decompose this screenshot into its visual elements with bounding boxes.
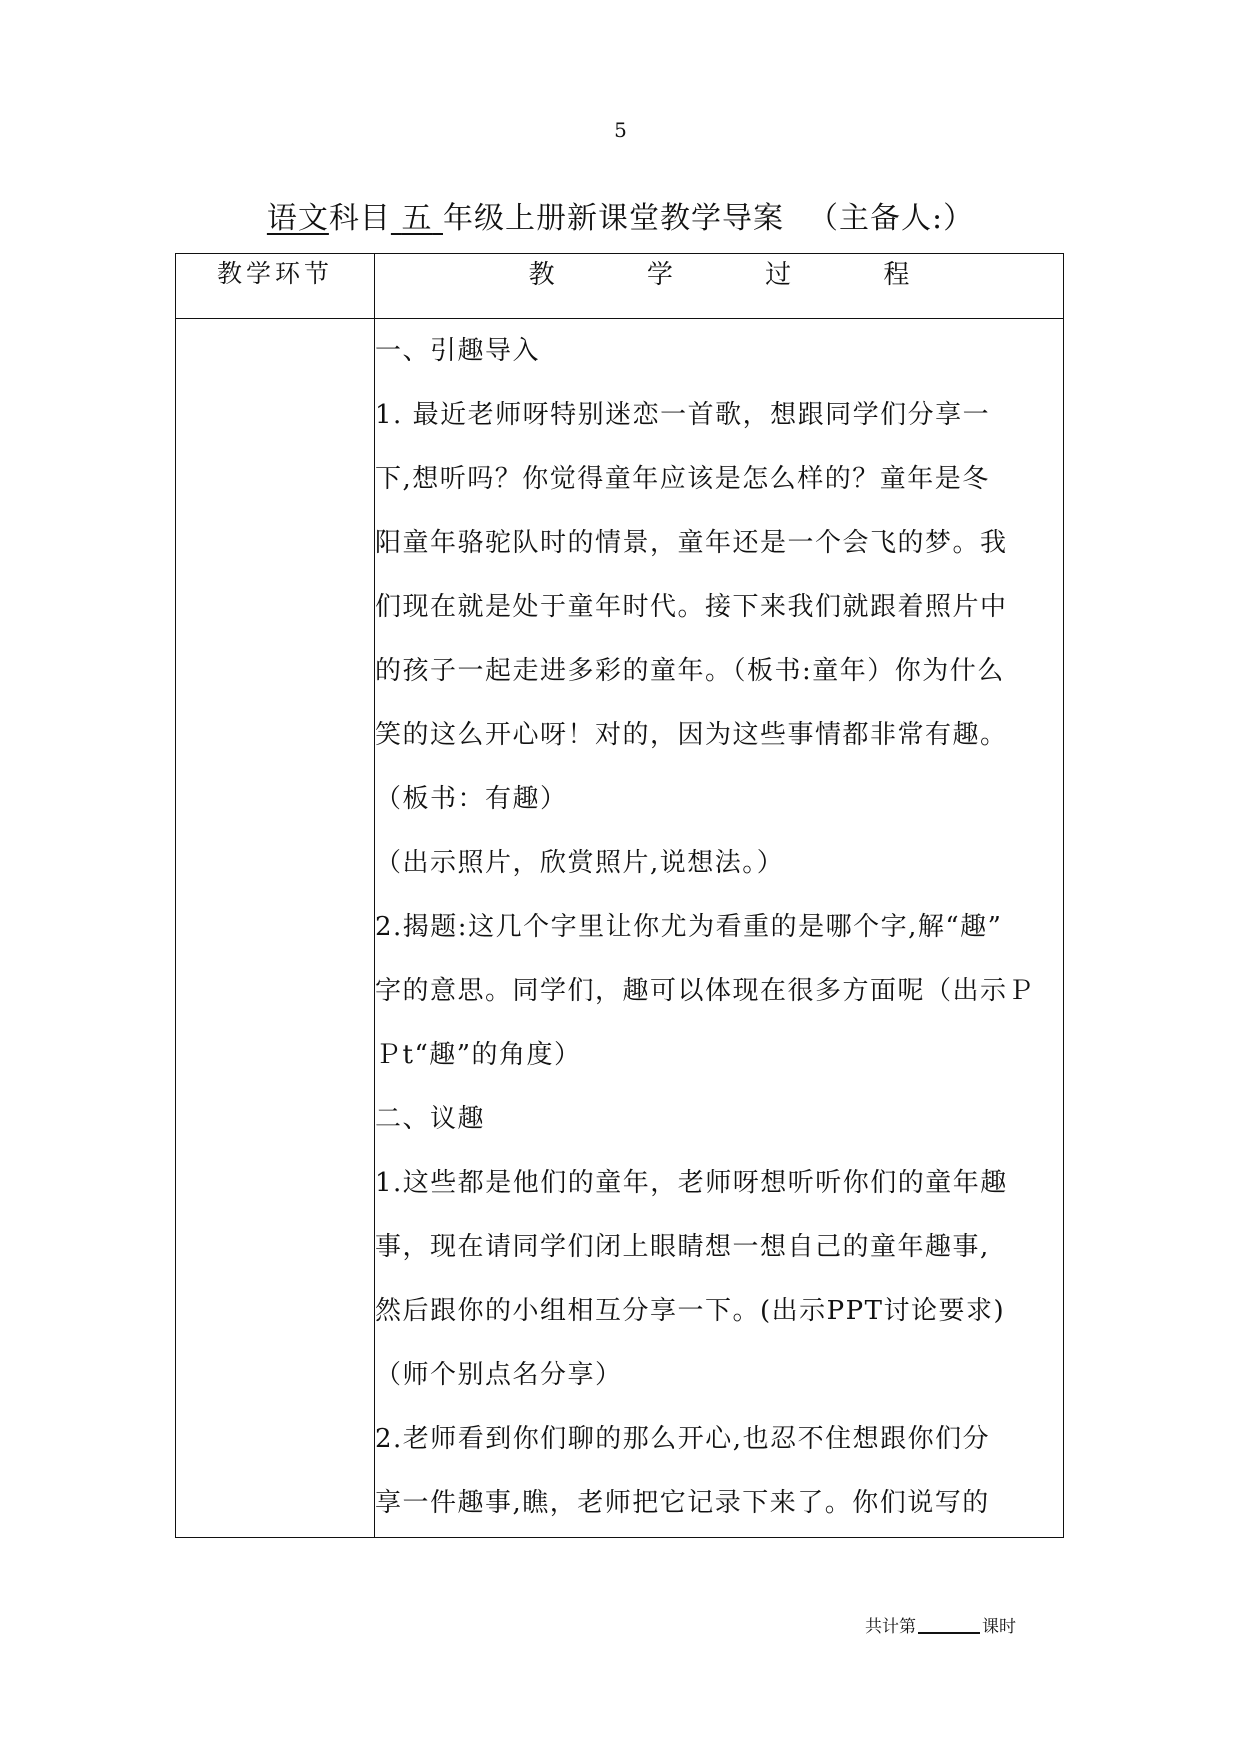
process-line: 事，现在请同学们闭上眼睛想一想自己的童年趣事, bbox=[375, 1232, 990, 1262]
process-cell bbox=[375, 319, 1064, 1538]
title-preparer: （主备人:） bbox=[807, 201, 975, 236]
process-line: 一、引趣导入 bbox=[375, 336, 541, 366]
process-line: 们现在就是处于童年时代。接下来我们就跟着照片中 bbox=[375, 592, 1008, 622]
process-line: 享一件趣事,瞧，老师把它记录下来了。你们说写的 bbox=[375, 1488, 990, 1518]
lesson-count-blank bbox=[918, 1632, 980, 1634]
document-title bbox=[0, 193, 1241, 237]
process-line: 笑的这么开心呀！对的，因为这些事情都非常有趣。 bbox=[375, 720, 1008, 750]
header-teaching-stage: 教学环节 bbox=[176, 254, 375, 319]
process-line: Ｐt“趣”的角度） bbox=[375, 1040, 582, 1070]
header-teaching-process: 教 学 过 程 bbox=[375, 254, 1064, 319]
title-subject: 语文 bbox=[266, 201, 329, 236]
table-header-row bbox=[176, 254, 1064, 319]
process-line: 二、议趣 bbox=[375, 1104, 486, 1134]
process-line: （师个别点名分享） bbox=[375, 1360, 623, 1390]
process-line: 字的意思。同学们，趣可以体现在很多方面呢（出示Ｐ bbox=[375, 976, 1036, 1006]
process-line: 下,想听吗？你觉得童年应该是怎么样的？童年是冬 bbox=[375, 464, 990, 494]
title-subject-suffix: 科目 bbox=[328, 201, 391, 236]
process-line: （出示照片，欣赏照片,说想法。） bbox=[375, 848, 785, 878]
table-body-row bbox=[176, 319, 1064, 1538]
process-line: 2.老师看到你们聊的那么开心,也忍不住想跟你们分 bbox=[375, 1424, 991, 1454]
process-line: 1.这些都是他们的童年，老师呀想听听你们的童年趣 bbox=[375, 1168, 1008, 1198]
page-number: 5 bbox=[614, 118, 627, 142]
lesson-table bbox=[175, 253, 1064, 1538]
lesson-count-footer: 共计第 课时 bbox=[865, 1617, 1016, 1637]
process-line: 的孩子一起走进多彩的童年。（板书:童年）你为什么 bbox=[375, 656, 1005, 686]
process-line: 1. 最近老师呀特别迷恋一首歌，想跟同学们分享一 bbox=[375, 400, 991, 430]
process-line: （板书：有趣） bbox=[375, 784, 568, 814]
title-rest: 年级上册新课堂教学导案 bbox=[442, 201, 784, 236]
process-line: 2.揭题:这几个字里让你尤为看重的是哪个字,解“趣” bbox=[375, 912, 1003, 942]
process-line: 阳童年骆驼队时的情景，童年还是一个会飞的梦。我 bbox=[375, 528, 1008, 558]
process-line: 然后跟你的小组相互分享一下。(出示PPT讨论要求) bbox=[375, 1296, 1006, 1326]
title-grade: 五 bbox=[401, 201, 433, 236]
stage-cell bbox=[176, 319, 375, 1538]
